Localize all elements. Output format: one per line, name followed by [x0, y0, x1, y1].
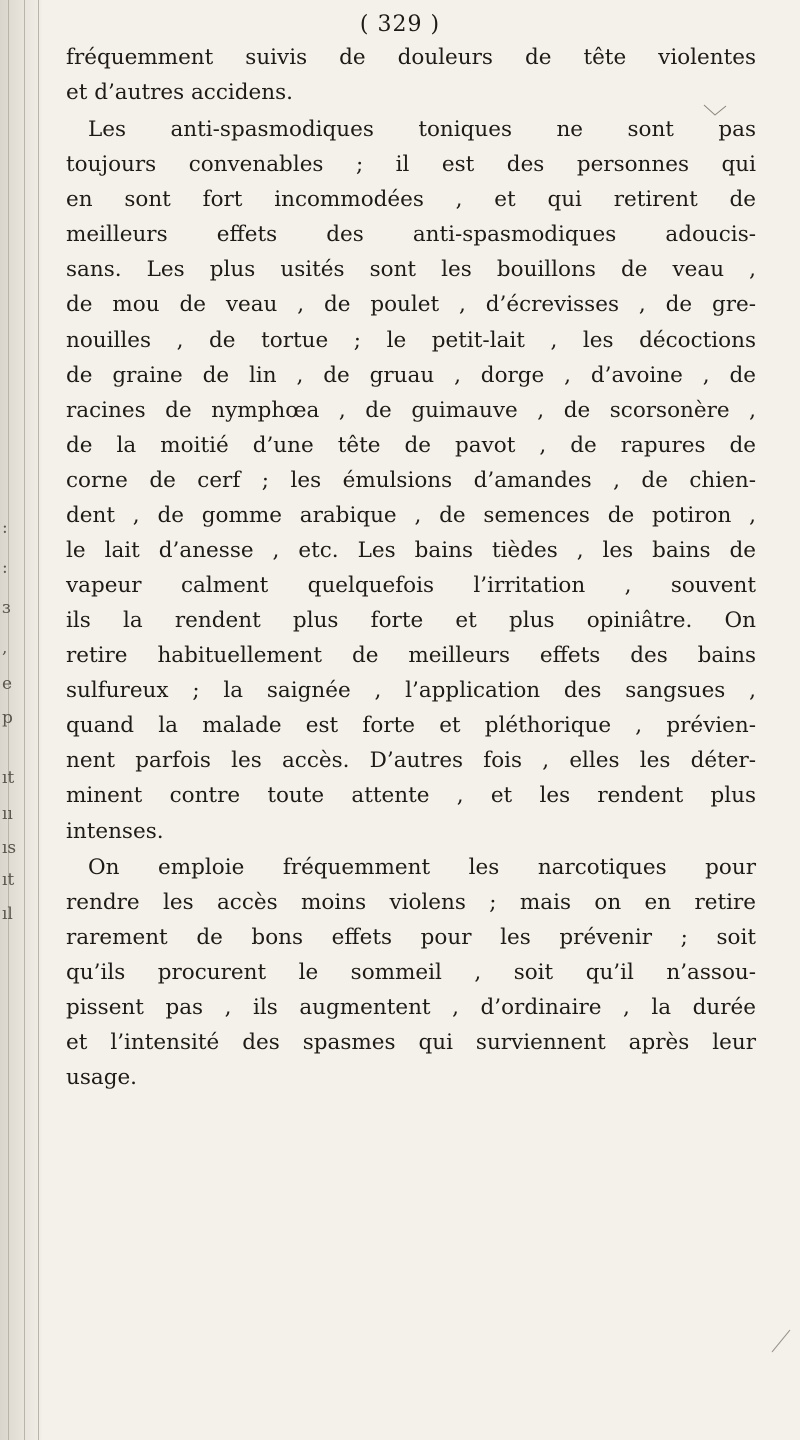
text-line: toujours convenables ; il est des personnes qui	[66, 152, 756, 177]
text-line: sulfureux ; la saignée , l’application des sangsues ,	[66, 678, 756, 703]
text-line: vapeur calment quelquefois l’irritation , souvent	[66, 573, 756, 598]
gutter-rule	[24, 0, 25, 1440]
gutter-mark: p	[2, 708, 13, 728]
text-line: usage.	[66, 1065, 138, 1090]
text-line: dent , de gomme arabique , de semences de potiron ,	[66, 503, 756, 528]
text-line: rarement de bons effets pour les prévenir ; soit	[66, 925, 756, 950]
text-line: sans. Les plus usités sont les bouillons de veau ,	[66, 257, 756, 282]
bleed-through-gutter	[0, 0, 42, 1440]
text-line: pissent pas , ils augmentent , d’ordinaire , la durée	[66, 995, 756, 1020]
text-line: rendre les accès moins violens ; mais on en retire	[66, 890, 756, 915]
pencil-mark	[703, 104, 727, 116]
text-line: et d’autres accidens.	[66, 80, 293, 105]
gutter-mark: :	[2, 558, 8, 578]
text-line: corne de cerf ; les émulsions d’amandes , de chien-	[66, 468, 756, 493]
text-line: racines de nymphœa , de guimauve , de scorsonère ,	[66, 398, 756, 423]
text-line: intenses.	[66, 819, 164, 844]
gutter-mark: ıı	[2, 804, 13, 824]
text-line: le lait d’anesse , etc. Les bains tièdes , les bains de	[66, 538, 756, 563]
text-line: de la moitié d’une tête de pavot , de rapures de	[66, 433, 756, 458]
pencil-mark	[770, 1328, 792, 1354]
text-line: minent contre toute attente , et les rendent plus	[66, 783, 756, 808]
gutter-mark: :	[2, 518, 8, 538]
text-line: meilleurs effets des anti-spasmodiques adoucis-	[66, 222, 756, 247]
text-line: qu’ils procurent le sommeil , soit qu’il n’assou-	[66, 960, 756, 985]
text-line: nent parfois les accès. D’autres fois , elles les déter-	[66, 748, 756, 773]
gutter-mark: ıt	[2, 768, 15, 788]
gutter-mark: e	[2, 674, 13, 694]
page-number: ( 329 )	[359, 12, 441, 37]
text-line: en sont fort incommodées , et qui retirent de	[66, 187, 756, 212]
text-line: On emploie fréquemment les narcotiques pour	[88, 855, 756, 880]
gutter-mark: ıl	[2, 904, 13, 924]
gutter-mark: ɜ	[2, 598, 11, 618]
text-line: retire habituellement de meilleurs effets des bains	[66, 643, 756, 668]
gutter-rule	[38, 0, 39, 1440]
text-line: de mou de veau , de poulet , d’écrevisses , de gre-	[66, 292, 756, 317]
text-line: nouilles , de tortue ; le petit-lait , les décoctions	[66, 328, 756, 353]
text-line: ils la rendent plus forte et plus opiniâtre. On	[66, 608, 756, 633]
text-line: et l’intensité des spasmes qui surviennent après leur	[66, 1030, 756, 1055]
text-line: de graine de lin , de gruau , dorge , d’avoine , de	[66, 363, 756, 388]
text-line: quand la malade est forte et pléthorique , prévien-	[66, 713, 756, 738]
gutter-mark: ıs	[2, 838, 17, 858]
text-line: Les anti-spasmodiques toniques ne sont pas	[88, 117, 756, 142]
gutter-mark: ,	[2, 638, 8, 658]
gutter-mark: ıt	[2, 870, 15, 890]
text-line: fréquemment suivis de douleurs de tête violentes	[66, 45, 756, 70]
